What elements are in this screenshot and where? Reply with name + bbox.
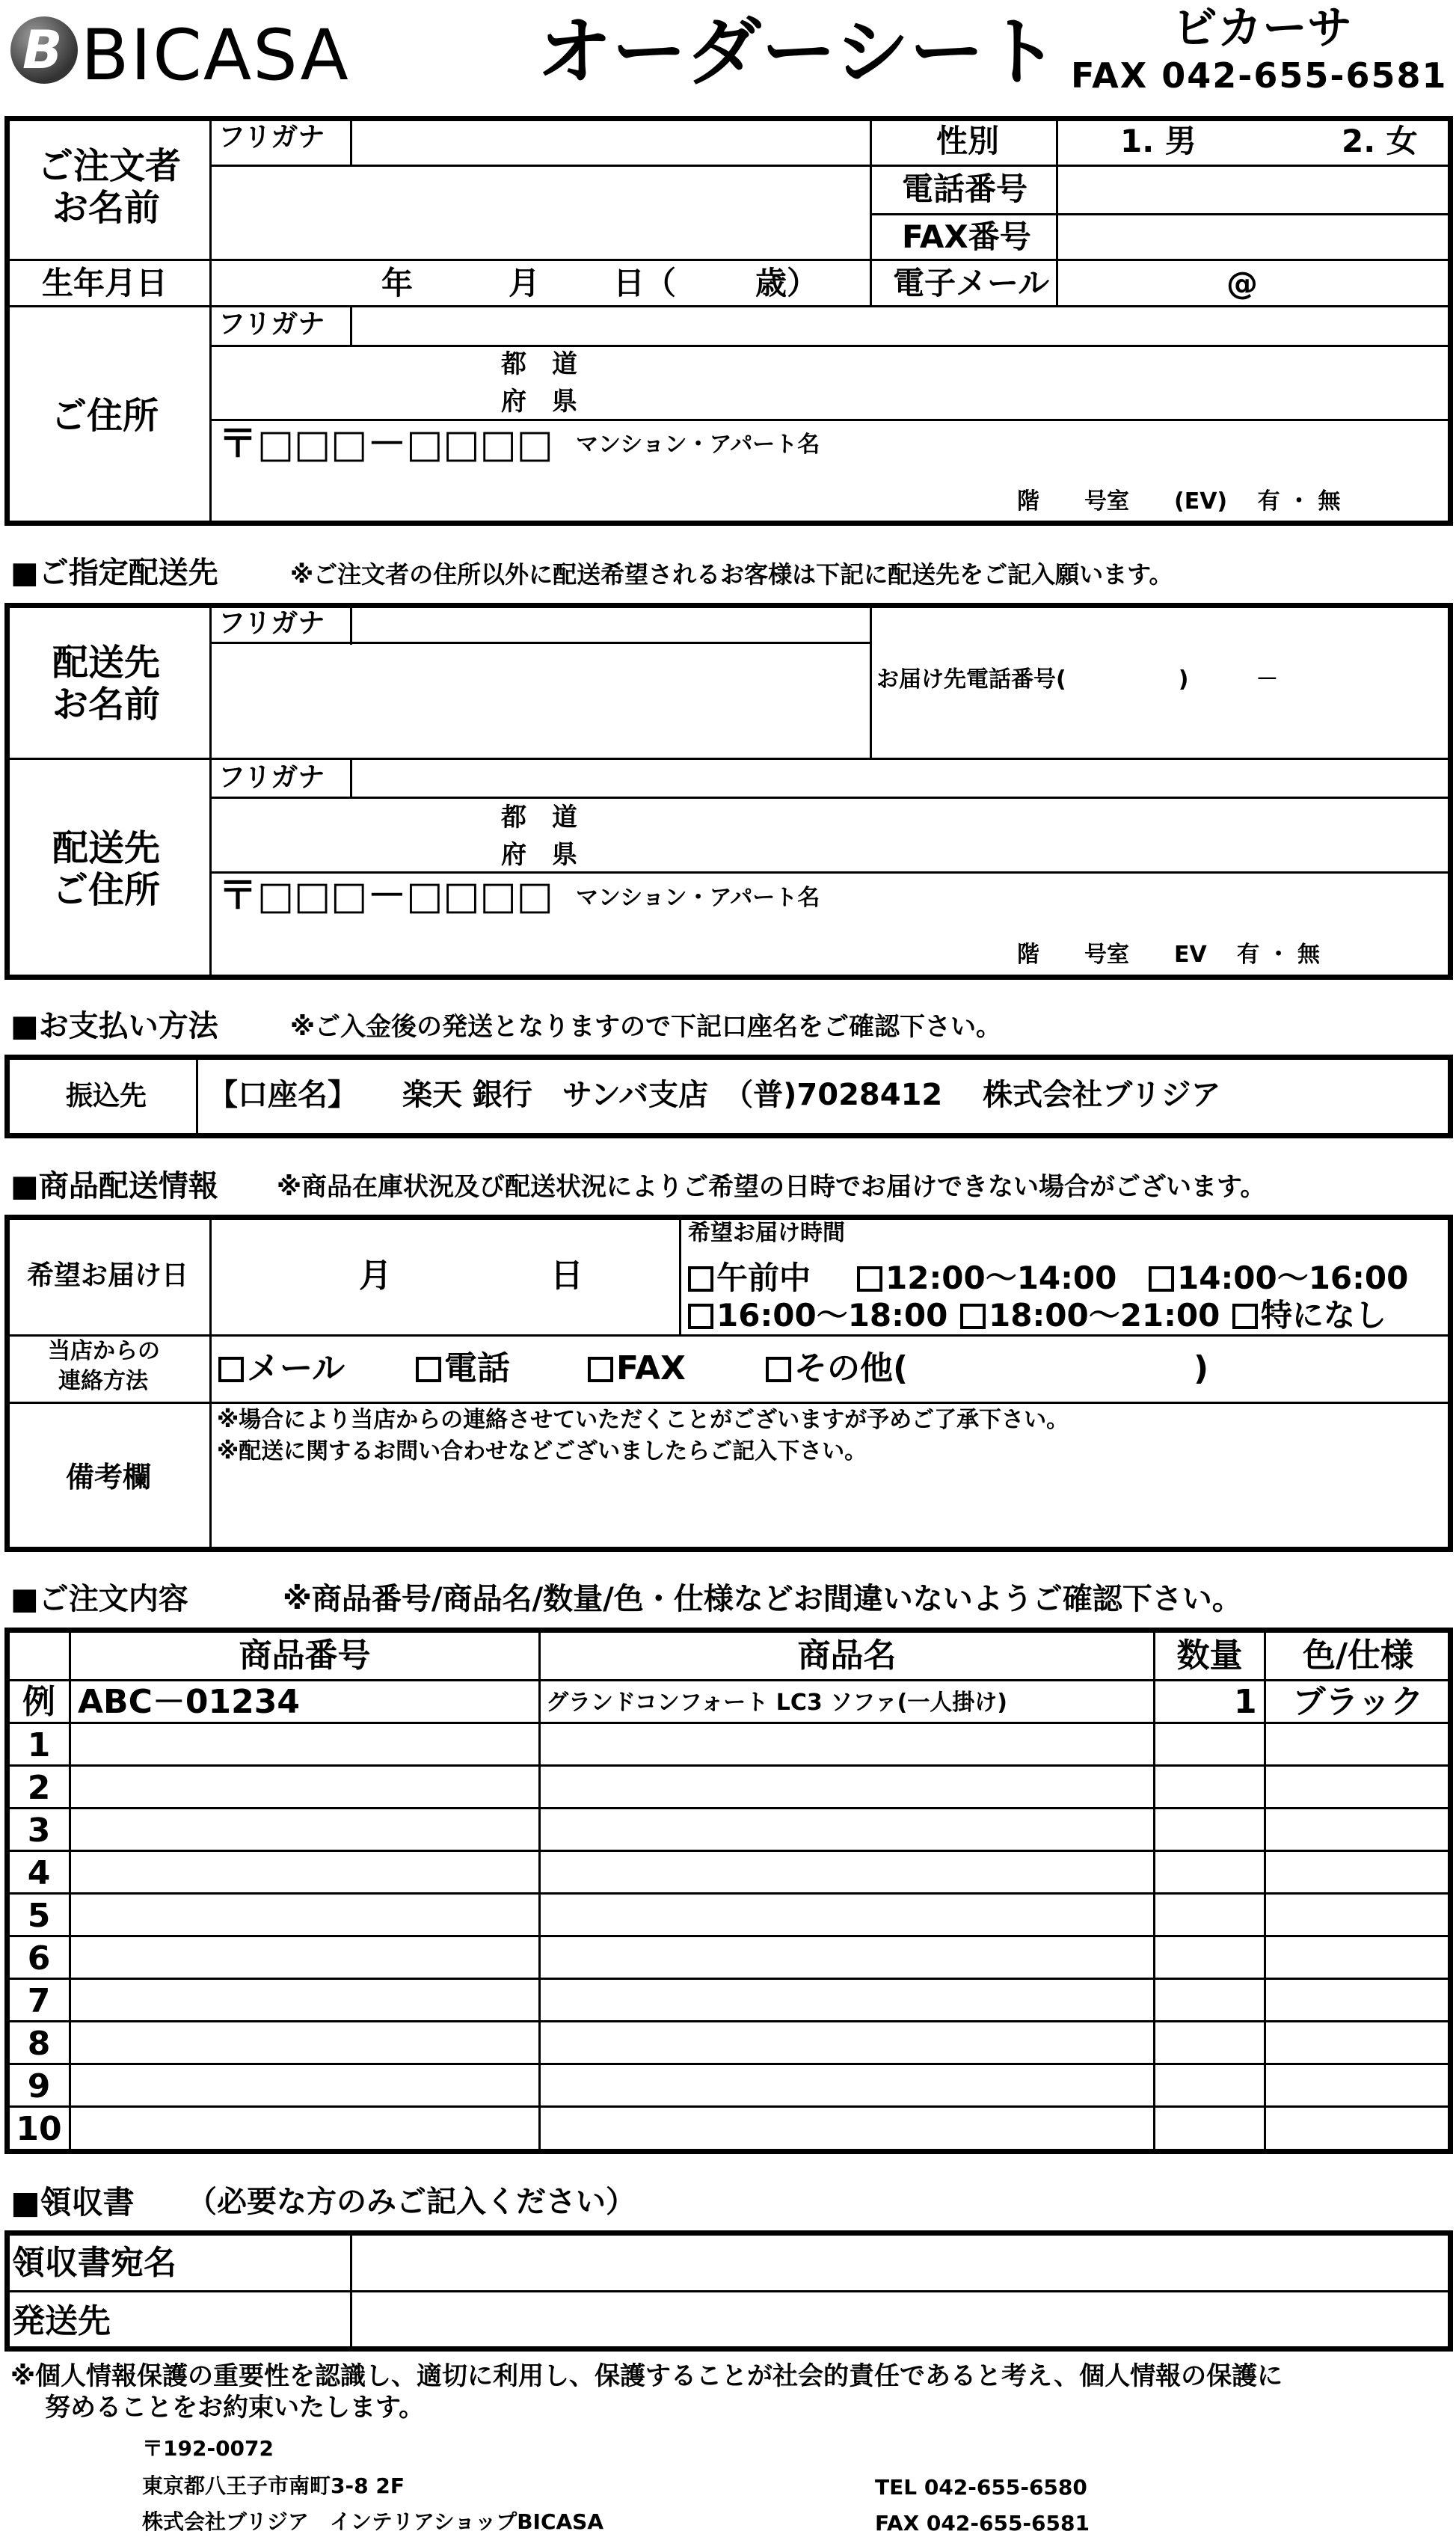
- col-header-qty: 数量: [1176, 1637, 1243, 1675]
- birth-age: 歳）: [755, 265, 819, 301]
- fax-label: FAX番号: [902, 218, 1031, 255]
- delivery-addr-furigana-input[interactable]: [353, 761, 1448, 795]
- delivery-section-title: ■ご指定配送先: [10, 556, 218, 590]
- delivery-date-label: 希望お届け日: [27, 1260, 189, 1291]
- receipt-section-title: ■領収書: [10, 2184, 135, 2221]
- example-row-label: 例: [22, 1683, 55, 1721]
- row-number: 7: [27, 1982, 51, 2020]
- floor-ev-label: 階 号室 (EV) 有 ・ 無: [1017, 488, 1341, 515]
- delivery-name-input[interactable]: [212, 645, 867, 756]
- footer-fax: FAX 042-655-6581: [875, 2511, 1090, 2536]
- customer-name-label-2: お名前: [52, 187, 161, 229]
- delivery-furigana-input[interactable]: [353, 607, 867, 640]
- remarks-label: 備考欄: [66, 1461, 152, 1494]
- checkbox-icon: [218, 1357, 244, 1382]
- footer-company: 株式会社ブリジア インテリアショップBICASA: [142, 2509, 604, 2534]
- logo-text: BICASA: [81, 15, 350, 96]
- example-name: グランドコンフォート LC3 ソファ(一人掛け): [546, 1690, 1008, 1716]
- order-rows-input-area[interactable]: [71, 1724, 1450, 2151]
- checkbox-icon: [766, 1357, 791, 1382]
- payment-section-note: ※ご入金後の発送となりますので下記口座名をご確認下さい。: [290, 1012, 1002, 1042]
- row-number: 9: [27, 2067, 51, 2105]
- payment-label: 振込先: [66, 1081, 147, 1111]
- row-number: 10: [16, 2110, 62, 2148]
- gender-female-option[interactable]: 2. 女: [1342, 123, 1418, 159]
- contact-option-phone[interactable]: 電話: [416, 1352, 510, 1385]
- privacy-note-1: ※個人情報保護の重要性を認識し、適切に利用し、保護することが社会的責任であると考え、個人情報の保護に: [10, 2361, 1283, 2391]
- time-option-morning[interactable]: 午前中: [688, 1263, 811, 1294]
- delivery-address-label-2: ご住所: [52, 869, 161, 911]
- contact-other-close: ): [1194, 1349, 1209, 1387]
- shipping-section-title: ■商品配送情報: [10, 1169, 218, 1203]
- col-header-name: 商品名: [797, 1637, 897, 1675]
- time-option-12-14[interactable]: 12:00～14:00: [857, 1263, 1116, 1294]
- delivery-name-label-2: お名前: [52, 684, 161, 726]
- receipt-section-note: （必要な方のみご記入ください）: [187, 2185, 636, 2219]
- bank-account: 【口座名】 楽天 銀行 サンバ支店 （普)7028412 株式会社ブリジア: [208, 1078, 1221, 1112]
- email-input[interactable]: [1059, 262, 1448, 304]
- birthday-input[interactable]: [212, 262, 867, 304]
- remarks-note-1: ※場合により当店からの連絡させていただくことがございますが予めご了承下さい。: [217, 1407, 1069, 1433]
- row-number: 2: [27, 1769, 51, 1807]
- footer-address: 東京都八王子市南町3-8 2F: [142, 2473, 405, 2498]
- remarks-input[interactable]: [212, 1469, 1448, 1548]
- checkbox-icon: [1149, 1266, 1174, 1292]
- example-qty: 1: [1234, 1683, 1257, 1721]
- time-option-18-21[interactable]: 18:00～21:00: [960, 1300, 1220, 1331]
- checkbox-icon: [1232, 1304, 1258, 1329]
- delivery-address-input[interactable]: [212, 800, 1448, 870]
- logo-letter: B: [22, 19, 63, 81]
- order-section-title: ■ご注文内容: [10, 1582, 188, 1616]
- contact-option-mail[interactable]: メール: [218, 1352, 345, 1385]
- col-header-code: 商品番号: [239, 1637, 371, 1675]
- pref-label-1: 都 道: [501, 349, 577, 379]
- mansion-label: マンション・アパート名: [576, 432, 820, 458]
- receipt-addressee-label: 領収書宛名: [12, 2244, 176, 2282]
- row-number: 1: [27, 1726, 51, 1764]
- birth-year: 年: [381, 265, 414, 301]
- gender-label: 性別: [936, 123, 1000, 159]
- company-kana: ビカーサ: [1173, 2, 1352, 55]
- contact-method-label-2: 連絡方法: [58, 1368, 148, 1394]
- row-number: 5: [27, 1897, 51, 1935]
- delivery-pref-1: 都 道: [501, 803, 577, 832]
- col-header-color: 色/仕様: [1302, 1637, 1414, 1675]
- delivery-postal-boxes[interactable]: 〒□□□－□□□□: [218, 874, 553, 918]
- remarks-note-2: ※配送に関するお問い合わせなどございましたらご記入下さい。: [217, 1438, 867, 1464]
- checkbox-icon: [688, 1266, 713, 1292]
- delivery-pref-2: 府 県: [501, 840, 577, 870]
- checkbox-icon: [588, 1357, 613, 1382]
- email-label: 電子メール: [893, 265, 1050, 301]
- delivery-address-label: 配送先: [52, 827, 161, 869]
- delivery-month: 月: [359, 1257, 392, 1295]
- privacy-note-2: 努めることをお約束いたします。: [45, 2393, 425, 2423]
- birth-month: 月: [509, 265, 541, 301]
- time-option-none[interactable]: 特になし: [1232, 1300, 1386, 1331]
- checkbox-icon: [857, 1266, 882, 1292]
- checkbox-icon: [416, 1357, 441, 1382]
- payment-section-title: ■お支払い方法: [10, 1009, 218, 1043]
- example-code: ABC－01234: [78, 1683, 300, 1721]
- email-at: @: [1226, 265, 1258, 301]
- delivery-floor-ev-label: 階 号室 EV 有 ・ 無: [1017, 942, 1321, 968]
- birth-day: 日（: [613, 265, 677, 301]
- phone-input[interactable]: [1059, 168, 1448, 211]
- page-title: オーダーシート: [537, 8, 1059, 96]
- receipt-sender-input[interactable]: [353, 2293, 1448, 2349]
- row-number: 8: [27, 2025, 51, 2063]
- shipping-section-note: ※商品在庫状況及び配送状況によりご希望の日時でお届けできない場合がございます。: [277, 1172, 1266, 1202]
- delivery-phone-input[interactable]: [873, 607, 1448, 756]
- footer-postal: 〒192-0072: [142, 2436, 274, 2461]
- address-input[interactable]: [212, 348, 1448, 417]
- row-number: 3: [27, 1812, 51, 1850]
- address-furigana-input[interactable]: [353, 308, 1448, 344]
- delivery-furigana-label: フリガナ: [218, 608, 325, 639]
- receipt-addressee-input[interactable]: [353, 2233, 1448, 2289]
- footer-tel: TEL 042-655-6580: [875, 2475, 1087, 2500]
- time-option-14-16[interactable]: 14:00～16:00: [1149, 1263, 1408, 1294]
- customer-name-label: ご注文者: [37, 145, 182, 187]
- receipt-sender-label: 発送先: [12, 2302, 111, 2340]
- row-number: 4: [27, 1854, 51, 1892]
- customer-name-input[interactable]: [212, 168, 867, 257]
- header-fax: FAX 042-655-6581: [1071, 55, 1448, 96]
- checkbox-icon: [688, 1304, 713, 1329]
- birthday-label: 生年月日: [42, 265, 168, 301]
- delivery-name-label: 配送先: [52, 642, 161, 684]
- delivery-day: 日: [550, 1257, 583, 1295]
- time-option-16-18[interactable]: 16:00～18:00: [688, 1300, 947, 1331]
- contact-option-fax[interactable]: FAX: [588, 1352, 686, 1385]
- pref-label-2: 府 県: [501, 387, 577, 417]
- furigana-label: フリガナ: [218, 122, 325, 153]
- delivery-phone-label: お届け先電話番号( ) －: [876, 666, 1279, 693]
- checkbox-icon: [960, 1304, 986, 1329]
- delivery-addr-furigana-label: フリガナ: [218, 762, 325, 793]
- contact-option-other[interactable]: その他(: [766, 1352, 908, 1385]
- furigana-input[interactable]: [353, 121, 867, 163]
- address-furigana-label: フリガナ: [218, 309, 325, 340]
- postal-boxes[interactable]: 〒□□□－□□□□: [218, 422, 553, 467]
- fax-input[interactable]: [1059, 216, 1448, 257]
- delivery-time-label: 希望お届け時間: [688, 1220, 845, 1246]
- row-number: 6: [27, 1939, 51, 1978]
- example-color: ブラック: [1292, 1683, 1424, 1721]
- delivery-section-note: ※ご注文者の住所以外に配送希望されるお客様は下記に配送先をご記入願います。: [290, 560, 1173, 589]
- phone-label: 電話番号: [902, 171, 1028, 207]
- delivery-date-input[interactable]: [212, 1221, 676, 1333]
- order-section-note: ※商品番号/商品名/数量/色・仕様などお間違いないようご確認下さい。: [283, 1582, 1242, 1616]
- delivery-mansion-label: マンション・アパート名: [576, 885, 820, 911]
- contact-method-label: 当店からの: [48, 1338, 160, 1364]
- address-label: ご住所: [51, 395, 159, 437]
- gender-male-option[interactable]: 1. 男: [1120, 123, 1197, 159]
